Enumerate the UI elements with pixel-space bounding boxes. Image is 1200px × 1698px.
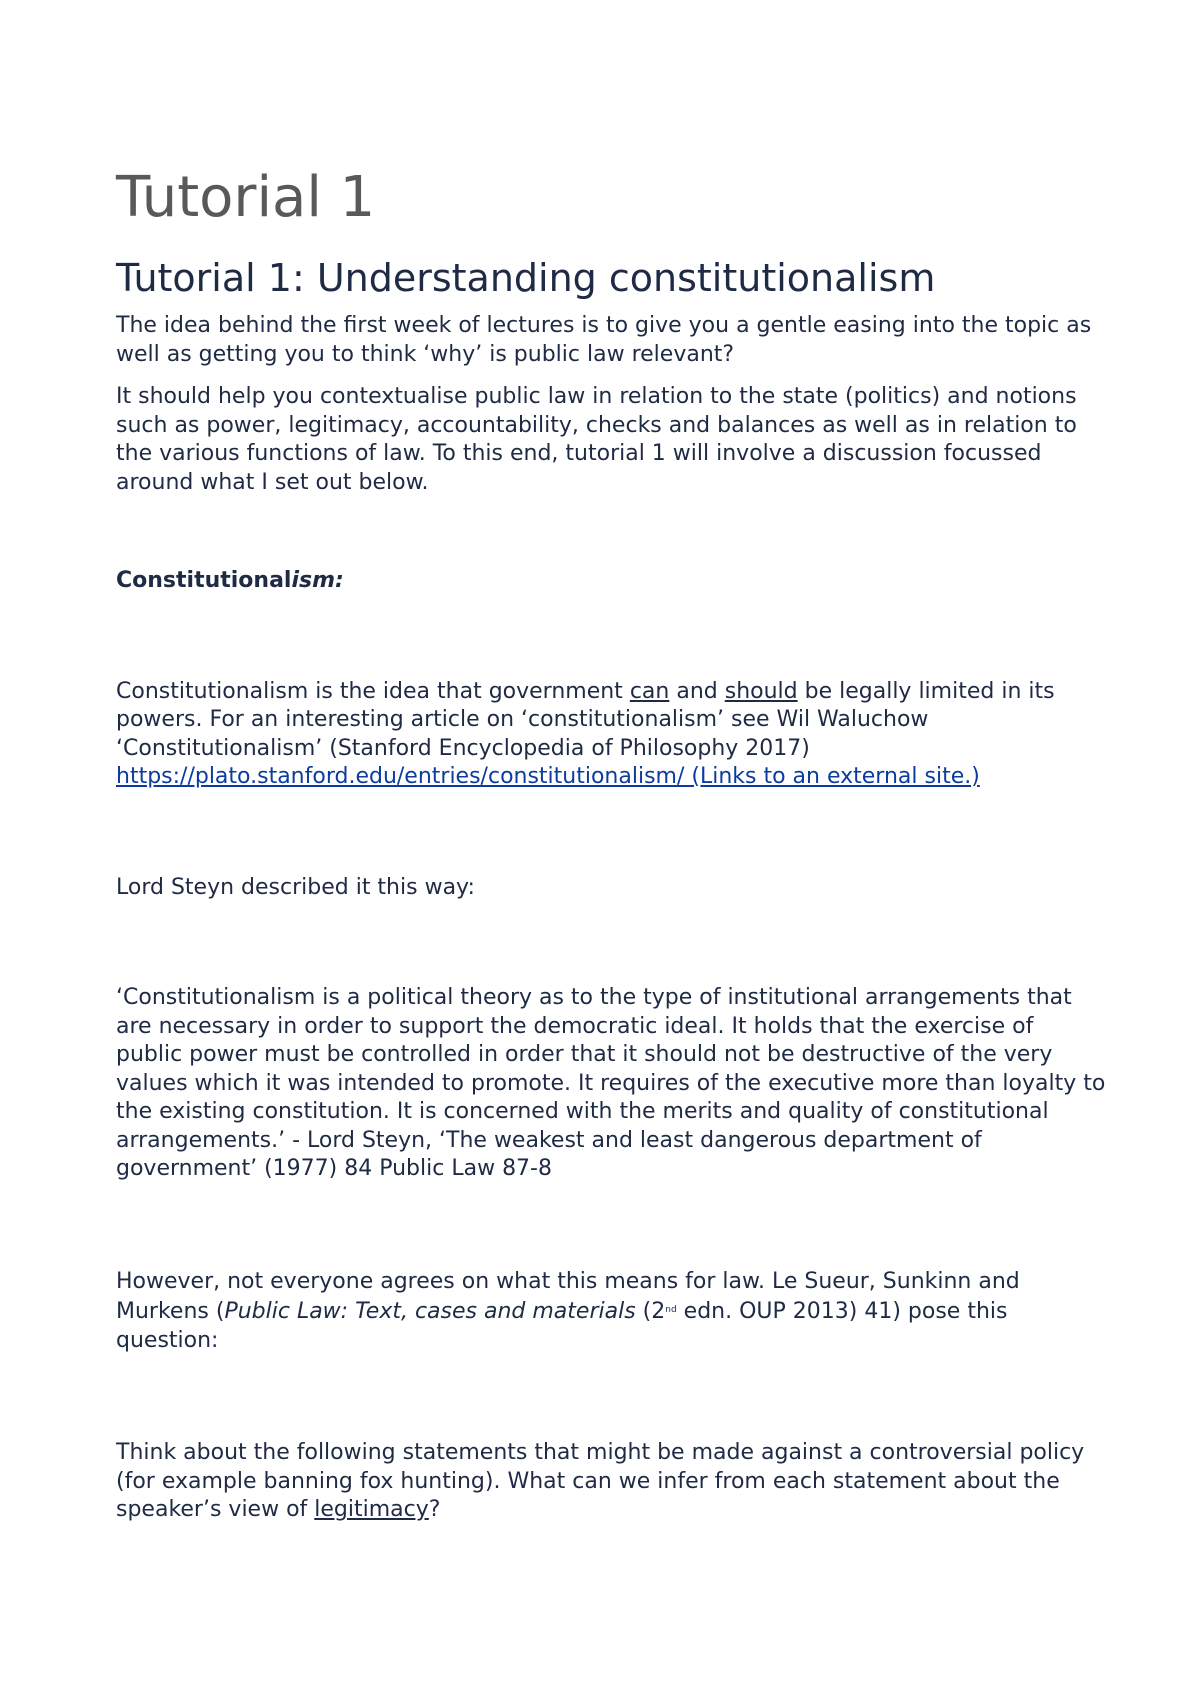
underlined-word-should: should xyxy=(724,678,798,704)
document-title: Tutorial 1 xyxy=(116,165,376,230)
section-heading-italic: ism: xyxy=(291,568,344,593)
book-title: Public Law: Text, cases and materials xyxy=(224,1299,636,1324)
section-heading xyxy=(116,567,1106,596)
think-text-pre: Think about the following statements that might be made against a controversial policy (for example banning fox hunting). What can we infer from each statement about the speaker’s view of xyxy=(116,1440,1085,1522)
however-paragraph xyxy=(116,1268,1106,1356)
underlined-word-can: can xyxy=(629,678,670,704)
think-text-post: ? xyxy=(428,1497,441,1522)
definition-text-post: be legally limited in its powers. For an interesting article on ‘constitutionalism’ see Wil Waluchow ‘Constitutionalism’ (Stanford Encyclopedia of Philosophy 2017) xyxy=(116,678,1055,761)
steyn-quote: ‘Constitutionalism is a political theory as to the type of institutional arrangements that are necessary in order to support the democratic ideal. It holds that the exercise of public power must be controlled in order that it should not be destructive of the very values which it was intended to promote. It requires of the executive more than loyalty to the existing constitution. It is concerned with the merits and quality of constitutional arrangements.’ - Lord Steyn, ‘The weakest and least dangerous department of government’ (1977) 84 Public Law 87-8 xyxy=(116,985,1106,1181)
intro-paragraph-1: The idea behind the first week of lectures is to give you a gentle easing into the topic as well as getting you to think ‘why’ is public law relevant? xyxy=(116,313,1092,367)
however-text-mid: (2 xyxy=(635,1299,666,1324)
intro-paragraph-2: It should help you contextualise public law in relation to the state (politics) and notions such as power, legitimacy, accountability, checks and balances as well as in relation to the various functions of law. To this end, tutorial 1 will involve a discussion focussed around what I set out below. xyxy=(116,384,1077,495)
definition-text-pre: Constitutionalism is the idea that government xyxy=(116,678,630,704)
document-subtitle: Tutorial 1: Understanding constitutionalism xyxy=(116,256,936,300)
however-text-pre: However, not everyone agrees on what this means for law. Le Sueur, Sunkinn and Murkens ( xyxy=(116,1268,1020,1324)
underlined-word-legitimacy: legitimacy xyxy=(314,1497,429,1522)
think-paragraph xyxy=(116,1439,1106,1525)
steyn-intro: Lord Steyn described it this way: xyxy=(116,874,475,900)
document-page xyxy=(116,158,1106,1525)
stanford-encyclopedia-link[interactable]: https://plato.stanford.edu/entries/constitutionalism/ (Links to an external site.) xyxy=(116,764,980,789)
definition-text-and: and xyxy=(669,678,725,704)
section-heading-bold: Constitutional xyxy=(116,568,292,593)
edition-ordinal: nd xyxy=(665,1305,677,1315)
however-text-post: edn. OUP 2013) 41) pose this question: xyxy=(116,1299,1008,1353)
definition-paragraph xyxy=(116,678,1106,792)
